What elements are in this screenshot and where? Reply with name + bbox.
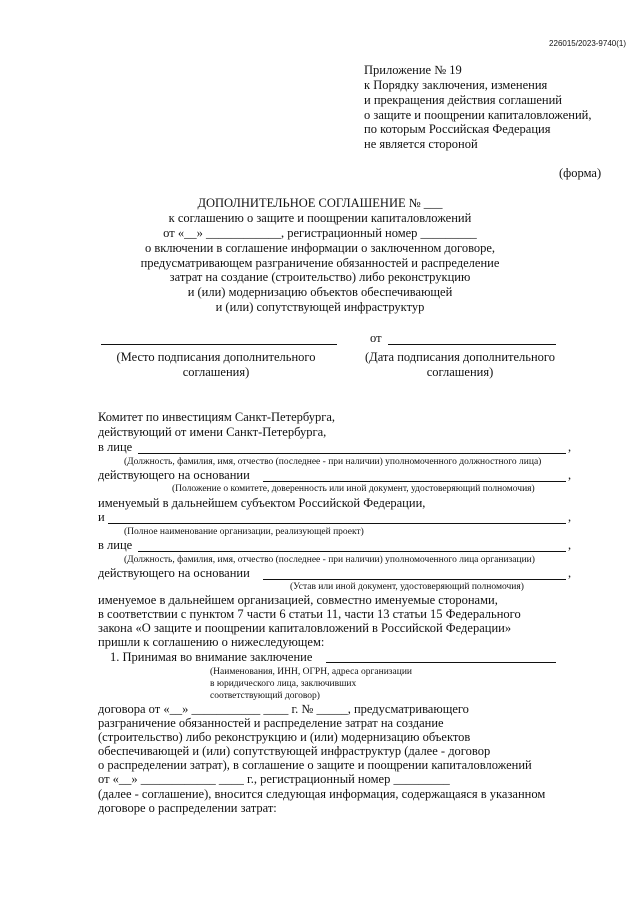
committee-line: Комитет по инвестициям Санкт-Петербурга, [98,410,336,424]
date-caption: соглашения) [426,365,494,379]
org-name-field [108,523,566,524]
basis-caption: (Устав или иной документ, удостоверяющий полномочия) [290,582,524,592]
paragraph-line: от «__» ____________ ____ г., регистрационный номер _________ [98,772,450,786]
and-label: и [98,510,105,524]
contract-line: договора от «__» ___________ ____ г. № _____, предусматривающего [98,702,469,716]
signing-place-line [101,344,337,345]
appendix-line: не является стороной [364,137,478,151]
basis-field [263,481,566,482]
line-end-mark: , [568,440,572,454]
official-field [138,453,566,454]
heading-line: к соглашению о защите и поощрении капиталовложений [168,211,472,225]
signing-date-prefix: от [370,331,382,345]
conclusion-caption: соответствующий договор) [210,691,320,701]
line-end-mark: , [568,566,572,580]
item-1-label: 1. Принимая во внимание заключение [110,650,313,664]
paragraph-line: разграничение обязанностей и распределение затрат на создание [98,716,444,730]
acting-basis-label: действующего на основании [98,468,250,482]
appendix-line: о защите и поощрении капиталовложений, [364,108,592,122]
paragraph-line: именуемое в дальнейшем организацией, совместно именуемые сторонами, [98,593,498,607]
official-caption: (Должность, фамилия, имя, отчество (последнее - при наличии) уполномоченного должностного лица) [124,457,542,467]
paragraph-line: пришли к соглашению о нижеследующем: [98,635,325,649]
appendix-title: Приложение № 19 [364,63,462,77]
heading-line: затрат на создание (строительство) либо реконструкцию [169,270,471,284]
committee-line: действующий от имени Санкт-Петербурга, [98,425,327,439]
in-person-label: в лице [98,440,133,454]
basis-caption: (Положение о комитете, доверенность или иной документ, удостоверяющий полномочия) [172,484,535,494]
basis-field [263,579,566,580]
appendix-line: к Порядку заключения, изменения [364,78,548,92]
conclusion-field [326,662,556,663]
org-person-field [138,551,566,552]
paragraph-line: закона «О защите и поощрении капиталовложений в Российской Федерации» [98,621,512,635]
conclusion-caption: в юридического лица, заключивших [210,679,357,689]
date-caption: (Дата подписания дополнительного [365,350,555,364]
line-end-mark: , [568,510,572,524]
heading-line: предусматривающем разграничение обязанностей и распределение [140,256,500,270]
org-person-caption: (Должность, фамилия, имя, отчество (последнее - при наличии) уполномоченного лица организации) [124,555,535,565]
paragraph-line: в соответствии с пунктом 7 части 6 статьи 11, части 13 статьи 15 Федерального [98,607,521,621]
heading-line: и (или) сопутствующей инфраструктур [215,300,425,314]
named-subject: именуемый в дальнейшем субъектом Российской Федерации, [98,496,426,510]
appendix-line: и прекращения действия соглашений [364,93,562,107]
paragraph-line: (строительство) либо реконструкцию и (или) модернизацию объектов [98,730,471,744]
line-end-mark: , [568,538,572,552]
paragraph-line: договоре о распределении затрат: [98,801,277,815]
signing-date-line [388,344,556,345]
place-caption: (Место подписания дополнительного [116,350,316,364]
form-label: (форма) [559,166,602,180]
line-end-mark: , [568,468,572,482]
heading-line: о включении в соглашение информации о заключенном договоре, [144,241,496,255]
heading-line: и (или) модернизацию объектов обеспечивающей [187,285,453,299]
document-id: 226015/2023-9740(1) [549,39,626,48]
place-caption: соглашения) [182,365,250,379]
org-name-caption: (Полное наименование организации, реализующей проект) [124,527,364,537]
heading-line: от «__» ____________, регистрационный номер _________ [163,226,477,240]
conclusion-caption: (Наименования, ИНН, ОГРН, адреса организации [210,667,413,677]
appendix-line: по которым Российская Федерация [364,122,551,136]
acting-basis-label: действующего на основании [98,566,250,580]
in-person-label: в лице [98,538,133,552]
paragraph-line: о распределении затрат), в соглашение о защите и поощрении капиталовложений [98,758,532,772]
paragraph-line: обеспечивающей и (или) сопутствующей инфраструктур (далее - договор [98,744,491,758]
agreement-title: ДОПОЛНИТЕЛЬНОЕ СОГЛАШЕНИЕ № ___ [197,196,443,210]
paragraph-line: (далее - соглашение), вносится следующая информация, содержащаяся в указанном [98,787,546,801]
